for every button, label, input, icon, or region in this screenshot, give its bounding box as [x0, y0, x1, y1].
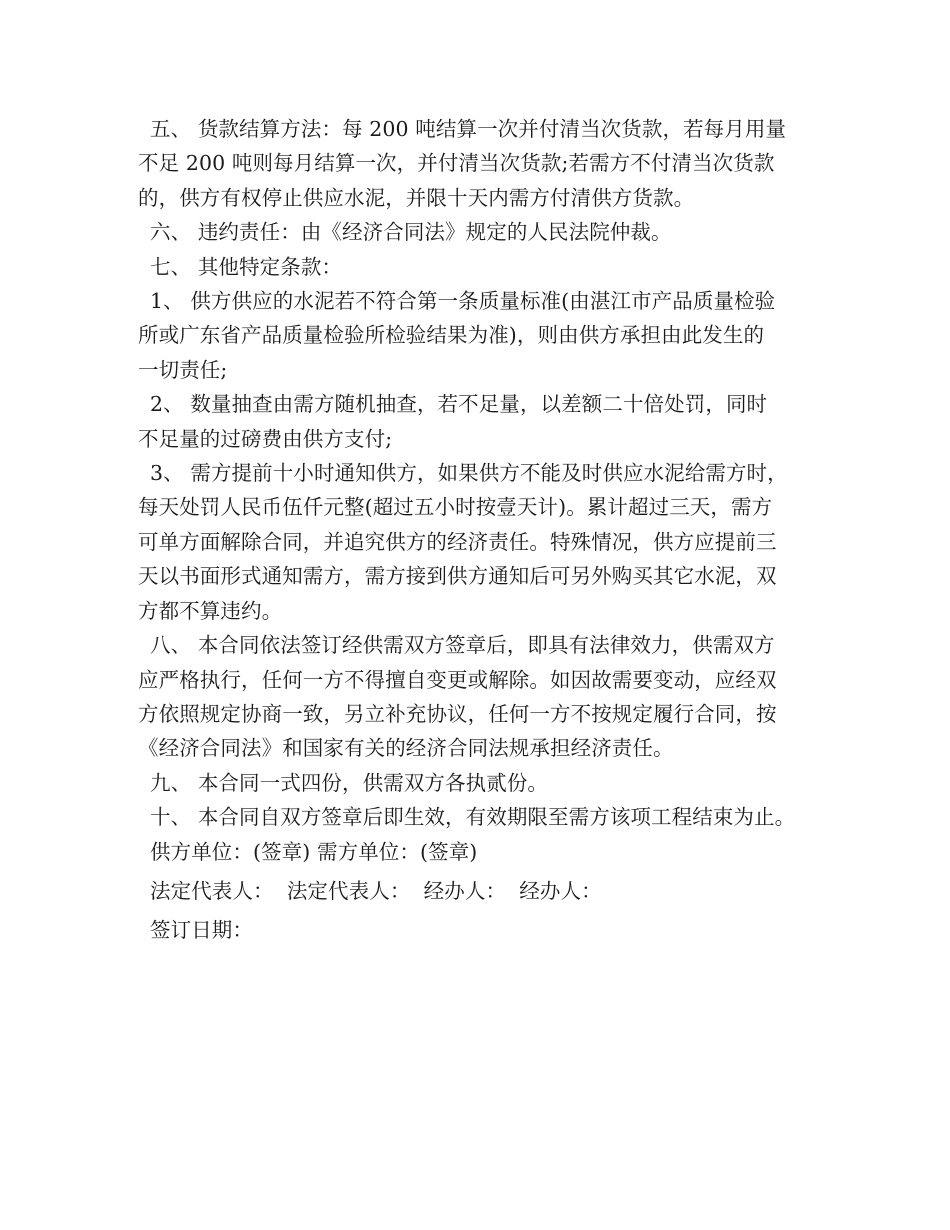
- clause-line: 九、 本合同一式四份，供需双方各执贰份。: [150, 770, 549, 795]
- clause-line: 应严格执行，任何一方不得擅自变更或解除。如因故需要变动，应经双: [138, 667, 777, 692]
- clause-line: 每天处罚人民币伍仟元整(超过五小时按壹天计)。累计超过三天，需方: [138, 495, 773, 520]
- clause-line: 不足量的过磅费由供方支付;: [138, 426, 393, 451]
- clause-6-liability: [138, 215, 828, 249]
- clause-line: 六、 违约责任：由《经济合同法》规定的人民法院仲裁。: [150, 220, 672, 245]
- clause-line: 七、 其他特定条款：: [150, 254, 343, 279]
- signature-date: 签订日期：: [150, 918, 253, 943]
- clause-9-copies: [138, 766, 828, 800]
- clause-5-settlement: [138, 112, 828, 215]
- term-1-quality: [138, 284, 828, 387]
- clause-line: 天以书面形式通知需方，需方接到供方通知后可另外购买其它水泥，双: [138, 564, 777, 589]
- clause-10-effective: [138, 800, 828, 834]
- clause-line: 1、 供方供应的水泥若不符合第一条质量标准(由湛江市产品质量检验: [150, 289, 776, 314]
- clause-line: 3、 需方提前十小时通知供方，如果供方不能及时供应水泥给需方时，: [150, 461, 788, 486]
- clause-line: 《经济合同法》和国家有关的经济合同法规承担经济责任。: [138, 736, 674, 761]
- signature-units: 供方单位：(签章) 需方单位：(签章): [150, 839, 478, 864]
- clause-line: 十、 本合同自双方签章后即生效，有效期限至需方该项工程结束为止。: [150, 805, 796, 830]
- clause-8-validity: [138, 628, 828, 766]
- clause-7-special-terms: [138, 250, 828, 284]
- term-2-quantity: [138, 387, 828, 456]
- signature-representatives: 法定代表人： 法定代表人： 经办人： 经办人：: [150, 878, 602, 903]
- clause-line: 不足 200 吨则每月结算一次，并付清当次货款;若需方不付清当次货款: [138, 151, 775, 176]
- term-3-notice: [138, 456, 828, 628]
- clause-line: 可单方面解除合同，并追究供方的经济责任。特殊情况，供方应提前三: [138, 529, 777, 554]
- clause-line: 的，供方有权停止供应水泥，并限十天内需方付清供方货款。: [138, 185, 695, 210]
- clause-line: 五、 货款结算方法：每 200 吨结算一次并付清当次货款，若每月用量: [150, 117, 787, 141]
- clause-line: 方依照规定协商一致，另立补充协议，任何一方不按规定履行合同，按: [138, 701, 777, 726]
- clause-line: 2、 数量抽查由需方随机抽查，若不足量，以差额二十倍处罚，同时: [150, 392, 768, 417]
- signature-block: [138, 835, 828, 948]
- clause-line: 所或广东省产品质量检验所检验结果为准)，则由供方承担由此发生的: [138, 323, 765, 348]
- contract-page: [138, 112, 828, 948]
- clause-line: 一切责任;: [138, 357, 228, 382]
- clause-line: 方都不算违约。: [138, 598, 283, 623]
- clause-line: 八、 本合同依法签订经供需双方签章后，即具有法律效力，供需双方: [150, 633, 775, 658]
